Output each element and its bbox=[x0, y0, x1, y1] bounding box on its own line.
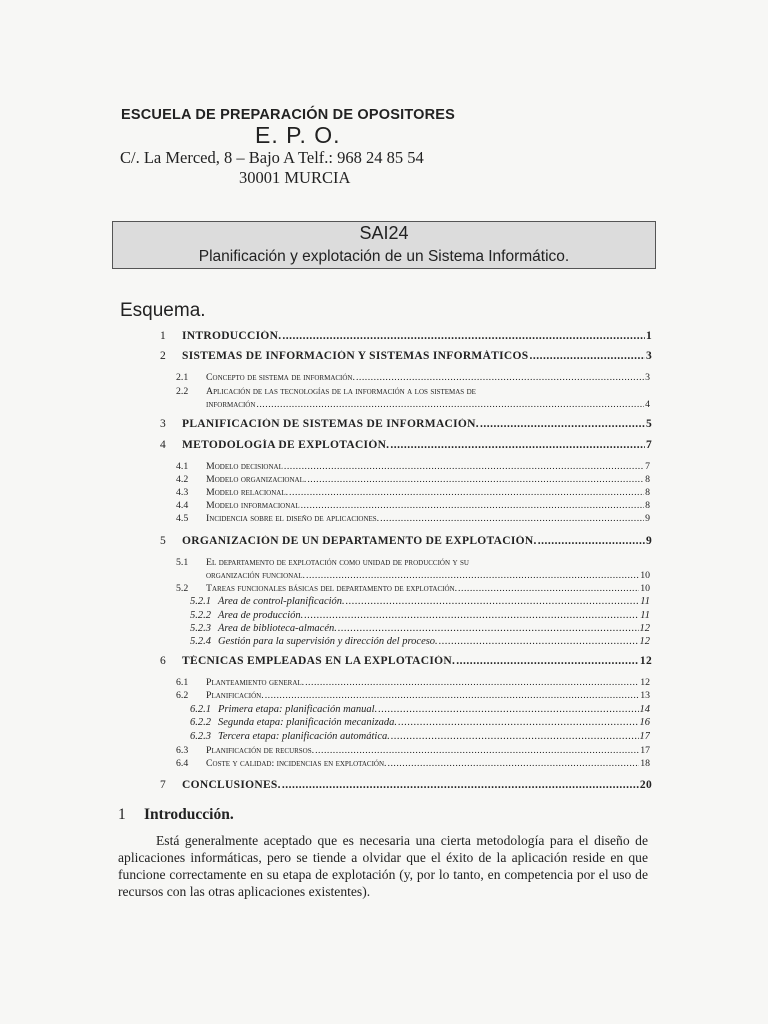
toc-leader bbox=[315, 745, 639, 756]
toc-entry-5-2-4 bbox=[190, 636, 650, 647]
toc-entry-title: Tercera etapa: planificación automática. bbox=[218, 731, 390, 742]
toc-entry-number: 7 bbox=[160, 779, 167, 791]
toc-leader bbox=[456, 655, 639, 667]
toc-entry-title: PLANIFICACIÓN DE SISTEMAS DE INFORMACIÓN. bbox=[182, 418, 479, 430]
toc-entry-title: TÉCNICAS EMPLEADAS EN LA EXPLOTACIÓN. bbox=[182, 655, 456, 667]
toc-entry-4-5 bbox=[176, 513, 650, 524]
toc-leader bbox=[284, 461, 644, 472]
outline-heading: Esquema. bbox=[120, 300, 206, 321]
toc-entry-title: Planificación. bbox=[206, 690, 264, 701]
toc-entry-title: Coste y calidad: incidencias en explotación. bbox=[206, 758, 387, 769]
school-name: ESCUELA DE PREPARACIÓN DE OPOSITORES bbox=[121, 107, 456, 123]
toc-leader bbox=[307, 474, 644, 485]
toc-leader bbox=[398, 717, 638, 728]
toc-entry-number: 4.2 bbox=[176, 474, 189, 485]
toc-entry-page: 12 bbox=[639, 636, 650, 647]
toc-entry-page: 17 bbox=[640, 745, 650, 756]
toc-entry-number: 6.2.2 bbox=[190, 717, 211, 728]
toc-entry-page: 14 bbox=[639, 704, 650, 715]
toc-leader bbox=[529, 350, 644, 362]
toc-entry-6-2-3 bbox=[190, 731, 650, 742]
toc-entry-title: organización funcional. bbox=[206, 570, 306, 581]
toc-entry-6-4 bbox=[176, 758, 650, 769]
toc-entry-page: 18 bbox=[640, 758, 650, 769]
toc-entry-title: SISTEMAS DE INFORMACIÓN Y SISTEMAS INFORMÁTICOS bbox=[182, 350, 529, 362]
topic-code: SAI24 bbox=[359, 223, 409, 243]
toc-entry-6-3 bbox=[176, 745, 650, 756]
toc-entry-page: 5 bbox=[645, 418, 652, 430]
toc-leader bbox=[346, 596, 640, 607]
toc-entry-page: 20 bbox=[639, 779, 652, 791]
toc-entry-page: 10 bbox=[640, 570, 650, 581]
toc-entry-page: 12 bbox=[639, 623, 650, 634]
toc-entry-page: 3 bbox=[645, 372, 650, 383]
topic-banner bbox=[112, 221, 656, 269]
toc-entry-title: Primera etapa: planificación manual. bbox=[218, 704, 378, 715]
school-city: 30001 MURCIA bbox=[239, 168, 351, 187]
toc-entry-title: CONCLUSIONES. bbox=[182, 779, 281, 791]
toc-entry-4-3 bbox=[176, 487, 650, 498]
toc-entry-title: Aplicación de las tecnologías de la información a los sistemas de bbox=[206, 386, 476, 397]
toc-entry-title: Modelo decisional bbox=[206, 461, 283, 472]
toc-entry-number: 6.3 bbox=[176, 745, 189, 756]
toc-entry-title: ORGANIZACIÓN DE UN DEPARTAMENTO DE EXPLOTACIÓN. bbox=[182, 535, 537, 547]
toc-entry-4-2 bbox=[176, 474, 650, 485]
intro-paragraph: Está generalmente aceptado que es necesaria una cierta metodología para el diseño de aplicaciones informáticas, pero se tiende a olvidar que el éxito de la aplicación reside en que funcione correctamente en su etapa de explotación (y, por lo tanto, en competencia por el uso de recursos con las otras aplicaciones existentes). bbox=[118, 833, 648, 899]
toc-entry-6 bbox=[160, 655, 652, 667]
toc-entry-title: Área de control-planificación. bbox=[218, 596, 345, 607]
toc-entry-4-4 bbox=[176, 500, 650, 511]
toc-entry-title: Modelo organizacional. bbox=[206, 474, 307, 485]
toc-leader bbox=[480, 418, 645, 430]
toc-entry-2 bbox=[160, 350, 652, 362]
toc-entry-number: 6.1 bbox=[176, 677, 189, 688]
toc-entry-5-1 bbox=[176, 557, 650, 568]
toc-entry-title: Incidencia sobre el diseño de aplicaciones. bbox=[206, 513, 380, 524]
toc-entry-number: 4 bbox=[160, 439, 167, 451]
section-title: Introducción. bbox=[144, 806, 234, 823]
toc-entry-5-2-1 bbox=[190, 596, 650, 607]
toc-entry-number: 6.2.3 bbox=[190, 731, 211, 742]
toc-entry-number: 5.2 bbox=[176, 583, 189, 594]
toc-leader bbox=[439, 636, 639, 647]
toc-entry-page: 11 bbox=[640, 610, 650, 621]
toc-entry-2-1 bbox=[176, 372, 650, 383]
toc-leader bbox=[458, 583, 639, 594]
toc-leader bbox=[378, 704, 638, 715]
toc-entry-title: Área de producción. bbox=[218, 610, 304, 621]
toc-entry-number: 5.2.1 bbox=[190, 596, 211, 607]
toc-leader bbox=[282, 779, 639, 791]
toc-leader bbox=[305, 677, 639, 688]
toc-entry-number: 4.1 bbox=[176, 461, 189, 472]
toc-entry-page: 12 bbox=[639, 655, 652, 667]
toc-entry-title: Planteamiento general. bbox=[206, 677, 305, 688]
toc-entry-number: 2 bbox=[160, 350, 167, 362]
toc-entry-page: 9 bbox=[645, 513, 650, 524]
toc-entry-number: 5.2.3 bbox=[190, 623, 211, 634]
toc-entry-title: información bbox=[206, 399, 256, 410]
toc-entry-page: 12 bbox=[640, 677, 650, 688]
toc-leader bbox=[265, 690, 640, 701]
toc-entry-page: 9 bbox=[645, 535, 652, 547]
toc-entry-page: 13 bbox=[640, 690, 650, 701]
toc-leader bbox=[301, 500, 644, 511]
toc-entry-page: 10 bbox=[640, 583, 650, 594]
toc-entry-title: Segunda etapa: planificación mecanizada. bbox=[218, 717, 398, 728]
toc-entry-page: 8 bbox=[645, 500, 650, 511]
toc-entry-page: 8 bbox=[645, 474, 650, 485]
toc-entry-5-1-cont bbox=[206, 570, 650, 581]
toc-leader bbox=[338, 623, 639, 634]
toc-entry-page: 11 bbox=[640, 596, 650, 607]
toc-entry-title: Tareas funcionales básicas del departamento de explotación. bbox=[206, 583, 458, 594]
toc-leader bbox=[388, 758, 640, 769]
section-number: 1 bbox=[118, 806, 126, 823]
toc-entry-4-1 bbox=[176, 461, 650, 472]
toc-leader bbox=[356, 372, 644, 383]
toc-entry-number: 5.2.2 bbox=[190, 610, 211, 621]
toc-entry-number: 1 bbox=[160, 330, 167, 342]
toc-leader bbox=[289, 487, 644, 498]
toc-entry-page: 4 bbox=[645, 399, 650, 410]
toc-entry-3 bbox=[160, 418, 652, 430]
toc-entry-number: 2.2 bbox=[176, 386, 189, 397]
toc-entry-title: Modelo informacional bbox=[206, 500, 300, 511]
toc-entry-number: 4.4 bbox=[176, 500, 189, 511]
toc-entry-page: 17 bbox=[639, 731, 650, 742]
toc-entry-number: 2.1 bbox=[176, 372, 189, 383]
toc-entry-number: 6.2.1 bbox=[190, 704, 211, 715]
toc-entry-title: Concepto de sistema de información. bbox=[206, 372, 355, 383]
toc-entry-7 bbox=[160, 779, 652, 791]
toc-entry-number: 5.2.4 bbox=[190, 636, 211, 647]
toc-entry-page: 7 bbox=[645, 439, 652, 451]
toc-entry-2-2-cont bbox=[206, 399, 650, 410]
toc-entry-number: 5.1 bbox=[176, 557, 189, 568]
section-heading bbox=[118, 806, 234, 824]
toc-entry-title: Planificación de recursos. bbox=[206, 745, 315, 756]
toc-entry-page: 7 bbox=[645, 461, 650, 472]
toc-entry-6-1 bbox=[176, 677, 650, 688]
toc-entry-number: 4.3 bbox=[176, 487, 189, 498]
toc-entry-title: Gestión para la supervisión y dirección del proceso. bbox=[218, 636, 438, 647]
toc-entry-1 bbox=[160, 330, 652, 342]
toc-entry-6-2-1 bbox=[190, 704, 650, 715]
school-address: C/. La Merced, 8 – Bajo A Telf.: 968 24 85 54 bbox=[120, 148, 424, 167]
toc-entry-5-2 bbox=[176, 583, 650, 594]
toc-leader bbox=[380, 513, 644, 524]
toc-entry-number: 6 bbox=[160, 655, 167, 667]
toc-entry-page: 1 bbox=[645, 330, 652, 342]
toc-entry-title: Área de biblioteca-almacén. bbox=[218, 623, 337, 634]
toc-entry-5-2-3 bbox=[190, 623, 650, 634]
toc-entry-page: 8 bbox=[645, 487, 650, 498]
toc-leader bbox=[390, 439, 645, 451]
toc-entry-number: 6.2 bbox=[176, 690, 189, 701]
toc-entry-4 bbox=[160, 439, 652, 451]
toc-entry-title: METODOLOGÍA DE EXPLOTACIÓN. bbox=[182, 439, 390, 451]
toc-entry-page: 16 bbox=[639, 717, 650, 728]
toc-entry-5-2-2 bbox=[190, 610, 650, 621]
toc-entry-6-2-2 bbox=[190, 717, 650, 728]
toc-entry-number: 5 bbox=[160, 535, 167, 547]
toc-entry-5 bbox=[160, 535, 652, 547]
toc-entry-number: 3 bbox=[160, 418, 167, 430]
toc-entry-number: 6.4 bbox=[176, 758, 189, 769]
toc-leader bbox=[304, 610, 639, 621]
toc-leader bbox=[282, 330, 645, 342]
topic-title: Planificación y explotación de un Sistema Informático. bbox=[198, 248, 570, 265]
school-acronym: E. P. O. bbox=[255, 122, 341, 148]
toc-entry-title: Modelo relacional. bbox=[206, 487, 289, 498]
toc-entry-2-2 bbox=[176, 386, 650, 397]
toc-leader bbox=[391, 731, 639, 742]
toc-leader bbox=[538, 535, 645, 547]
toc-entry-page: 3 bbox=[645, 350, 652, 362]
toc-leader bbox=[306, 570, 639, 581]
toc-entry-title: El departamento de explotación como unidad de producción y su bbox=[206, 557, 469, 568]
toc-leader bbox=[256, 399, 644, 410]
toc-entry-6-2 bbox=[176, 690, 650, 701]
toc-entry-number: 4.5 bbox=[176, 513, 189, 524]
toc-entry-title: INTRODUCCIÓN. bbox=[182, 330, 282, 342]
